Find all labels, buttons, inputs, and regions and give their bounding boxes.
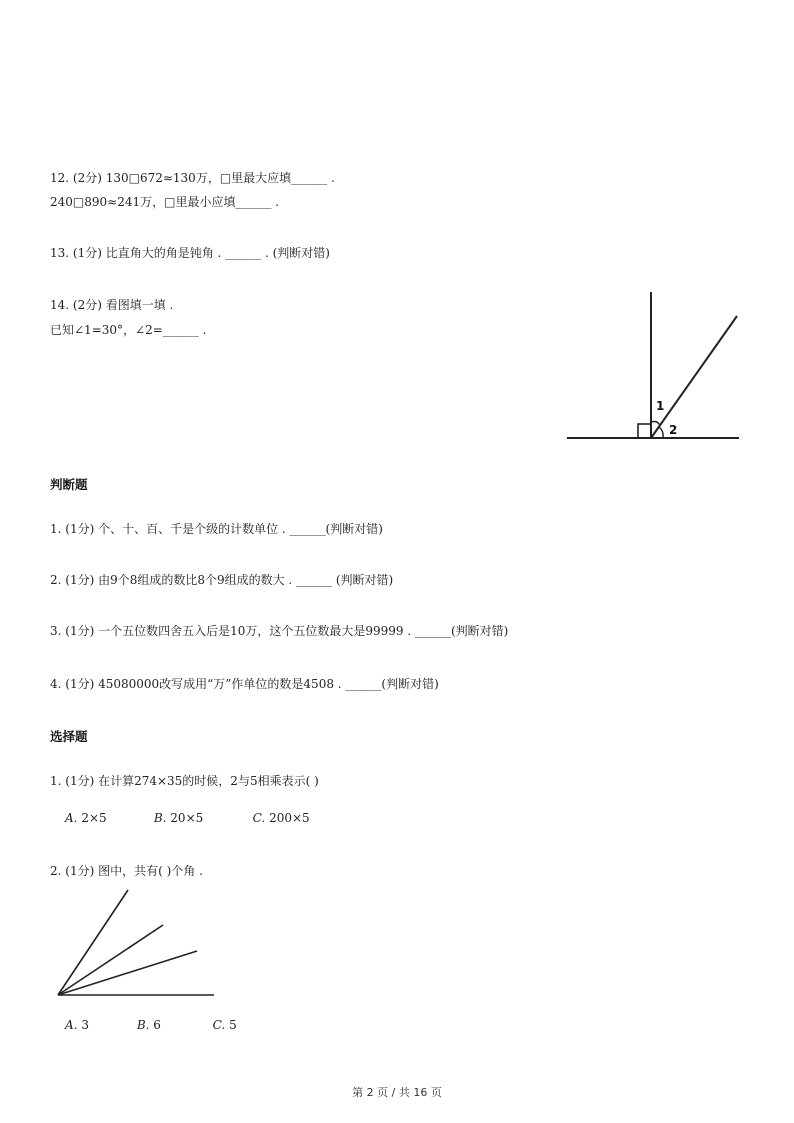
option-b-value: 20×5	[170, 811, 204, 825]
q12-line1: 12. (2分) 130□672≈130万，□里最大应填______ .	[50, 171, 335, 185]
option-b-letter: B.	[153, 811, 167, 825]
judge-section-title: 判断题	[50, 477, 88, 492]
right-angle-mark	[638, 424, 651, 438]
q2-rays-figure	[55, 888, 217, 1000]
ray-mid	[58, 925, 163, 995]
option-c[interactable]	[213, 1018, 237, 1032]
option-a[interactable]	[65, 1018, 133, 1032]
q13-text: 13. (1分) 比直角大的角是钝角 . ______ . (判断对错)	[50, 246, 330, 260]
angle2-arc	[659, 427, 663, 438]
option-a-value: 2×5	[81, 811, 107, 825]
choice-q1-text: 1. (1分) 在计算274×35的时候，2与5相乘表示( )	[50, 774, 319, 788]
option-a-letter: A.	[65, 1018, 78, 1032]
option-b-value: 6	[153, 1018, 161, 1032]
option-c[interactable]	[253, 811, 310, 825]
option-c-letter: C.	[252, 811, 266, 825]
choice-q1-options	[65, 811, 310, 825]
option-c-value: 5	[229, 1018, 237, 1032]
option-a-value: 3	[81, 1018, 89, 1032]
judge-item-2: 2. (1分) 由9个8组成的数比8个9组成的数大 . ______ (判断对错)	[50, 573, 394, 587]
option-c-letter: C.	[212, 1018, 226, 1032]
choice-section-title: 选择题	[50, 729, 88, 744]
q14-angle-figure	[565, 290, 741, 444]
ray-low	[58, 951, 197, 995]
option-c-value: 200×5	[269, 811, 310, 825]
angle2-label: 2	[669, 423, 678, 437]
option-b-letter: B.	[136, 1018, 150, 1032]
judge-item-4: 4. (1分) 45080000改写成用“万”作单位的数是4508 . ______(判断对错)	[50, 677, 439, 691]
choice-q2-options	[65, 1018, 237, 1032]
slanted-ray	[651, 316, 737, 438]
page-footer: 第 2 页 / 共 16 页	[352, 1086, 442, 1099]
choice-q2-text: 2. (1分) 图中，共有( )个角 .	[50, 864, 203, 878]
q14-line2: 已知∠1=30°，∠2=______ .	[50, 323, 207, 337]
option-b[interactable]	[137, 1018, 209, 1032]
option-a-letter: A.	[65, 811, 78, 825]
q14-line1: 14. (2分) 看图填一填 .	[50, 298, 174, 312]
ray-high	[58, 890, 128, 995]
judge-item-1: 1. (1分) 个、十、百、千是个级的计数单位 . ______(判断对错)	[50, 522, 383, 536]
q12-line2: 240□890≈241万，□里最小应填______ .	[50, 195, 280, 209]
judge-item-3: 3. (1分) 一个五位数四舍五入后是10万，这个五位数最大是99999 . ______(判断对错)	[50, 624, 509, 638]
angle1-arc	[651, 422, 660, 427]
option-b[interactable]	[154, 811, 249, 825]
option-a[interactable]	[65, 811, 150, 825]
angle1-label: 1	[656, 399, 665, 413]
